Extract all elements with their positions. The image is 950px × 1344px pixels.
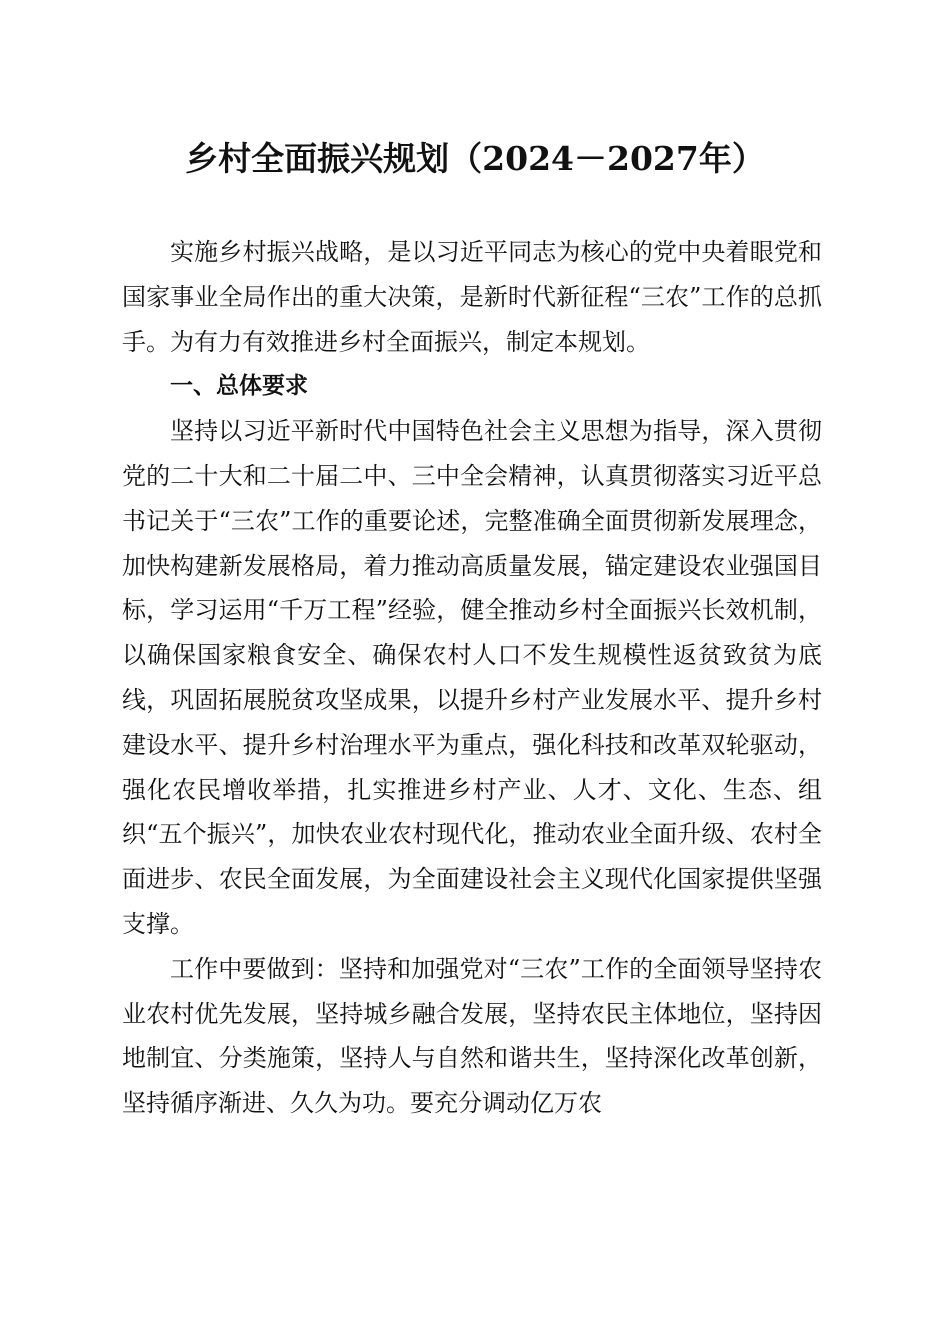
- section-heading-general-requirements: 一、总体要求: [170, 373, 308, 400]
- document-title: 乡村全面振兴规划（2024－2027年）: [185, 139, 765, 178]
- section-paragraph-guiding-ideology: 坚持以习近平新时代中国特色社会主义思想为指导，深入贯彻党的二十大和二十届二中、三中全会精神，认真贯彻落实习近平总书记关于“三农”工作的重要论述，完整准确全面贯彻新发展理念，加快构建新发展格局，着力推动高质量发展，锚定建设农业强国目标，学习运用“千万工程”经验，健全推动乡村全面振兴长效机制，以确保国家粮食安全、确保农村人口不发生规模性返贫致贫为底线，巩固拓展脱贫攻坚成果，以提升乡村产业发展水平、提升乡村建设水平、提升乡村治理水平为重点，强化科技和改革双轮驱动，强化农民增收举措，扎实推进乡村产业、人才、文化、生态、组织“五个振兴”，加快农业农村现代化，推动农业全面升级、农村全面进步、农民全面发展，为全面建设社会主义现代化国家提供坚强支撑。: [122, 417, 822, 938]
- section-paragraph-work-principles: 工作中要做到：坚持和加强党对“三农”工作的全面领导坚持农业农村优先发展，坚持城乡融合发展，坚持农民主体地位，坚持因地制宜、分类施策，坚持人与自然和谐共生，坚持深化改革创新，坚持循序渐进、久久为功。要充分调动亿万农: [122, 954, 822, 1118]
- document-body: [122, 230, 822, 1126]
- intro-paragraph: 实施乡村振兴战略，是以习近平同志为核心的党中央着眼党和国家事业全局作出的重大决策，是新时代新征程“三农”工作的总抓手。为有力有效推进乡村全面振兴，制定本规划。: [122, 238, 822, 356]
